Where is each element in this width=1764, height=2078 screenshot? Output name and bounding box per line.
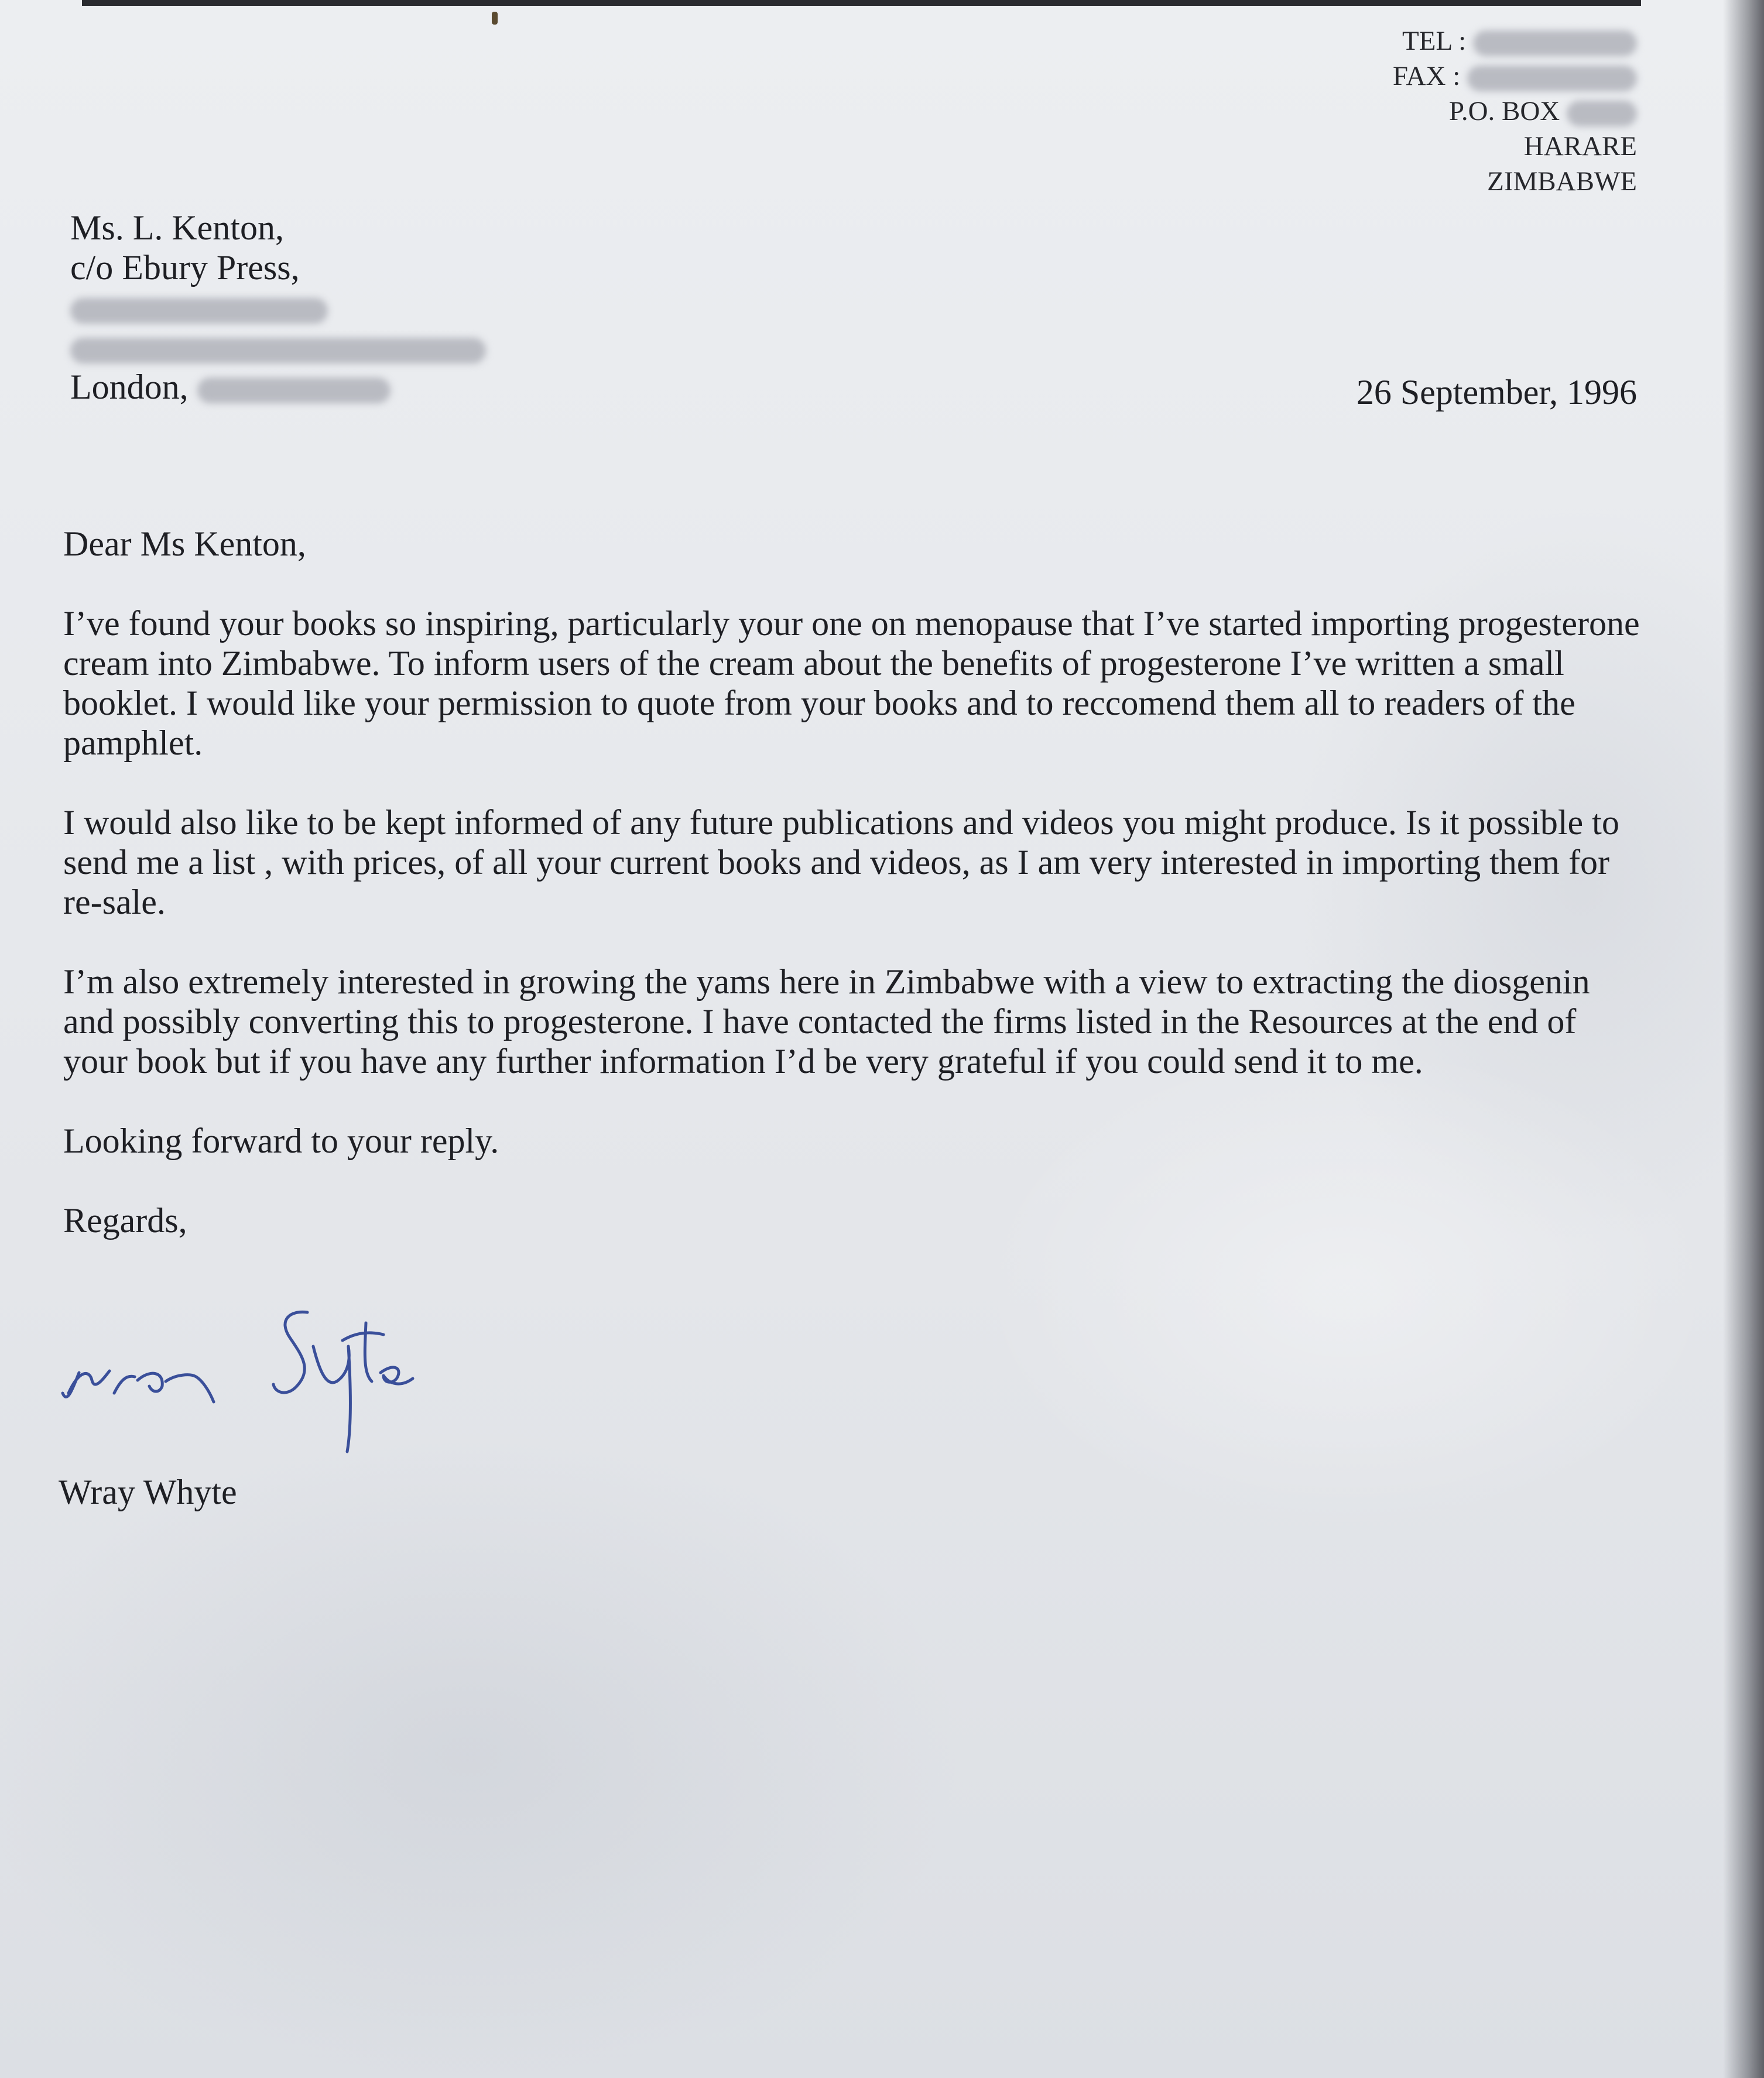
page-edge-shadow [1723,0,1764,2078]
signer-name: Wray Whyte [59,1473,237,1511]
city-line: HARARE [1523,131,1637,162]
fax-redaction [1467,66,1637,91]
paper-mark [492,12,498,25]
recipient-line-4 [70,327,486,367]
recipient-city: London, [70,368,189,406]
paragraph-1: I’ve found your books so inspiring, particularly your one on menopause that I’ve started importing progesterone cream into Zimbabwe. To inform users of the cream about the benefits of progesterone I’ve written a small booklet. I would like your permission to quote from your books and to reccomend them all to readers of the pamphlet. [63,604,1640,762]
address-redaction-2 [70,338,486,364]
po-box-label: P.O. BOX [1448,96,1560,126]
letter-date: 26 September, 1996 [1356,373,1637,412]
tel-line [1393,23,1637,59]
po-box-redaction [1567,101,1637,126]
country-line: ZIMBABWE [1487,166,1637,197]
handwritten-signature [56,1305,477,1481]
paragraph-3: I’m also extremely interested in growing the yams here in Zimbabwe with a view to extracting the diosgenin and possibly converting this to progesterone. I have contacted the firms listed in the Resources at the end of your book but if you have any further information I’d be very grateful if you could send it to me. [63,962,1590,1081]
paragraph-2: I would also like to be kept informed of any future publications and videos you might produce. Is it possible to send me a list , with prices, of all your current books and videos, as I am very interested in importing them for re-sale. [63,803,1619,921]
address-redaction-1 [70,298,328,324]
sender-contact-block [1393,23,1637,199]
recipient-line-3 [70,287,486,327]
tel-label: TEL : [1402,26,1467,56]
recipient-city-line [70,367,486,407]
address-redaction-3 [197,378,391,403]
fax-line [1393,59,1637,94]
letterhead-rule [82,0,1641,6]
closing-line: Looking forward to your reply. [63,1122,499,1160]
recipient-address [70,208,486,407]
po-box-line [1393,94,1637,129]
salutation: Dear Ms Kenton, [63,524,306,563]
letter-body [63,524,1644,1280]
fax-label: FAX : [1392,61,1461,91]
tel-redaction [1473,30,1637,56]
sign-off: Regards, [63,1201,187,1240]
recipient-name: Ms. L. Kenton, [70,208,284,247]
recipient-company: c/o Ebury Press, [70,248,300,287]
